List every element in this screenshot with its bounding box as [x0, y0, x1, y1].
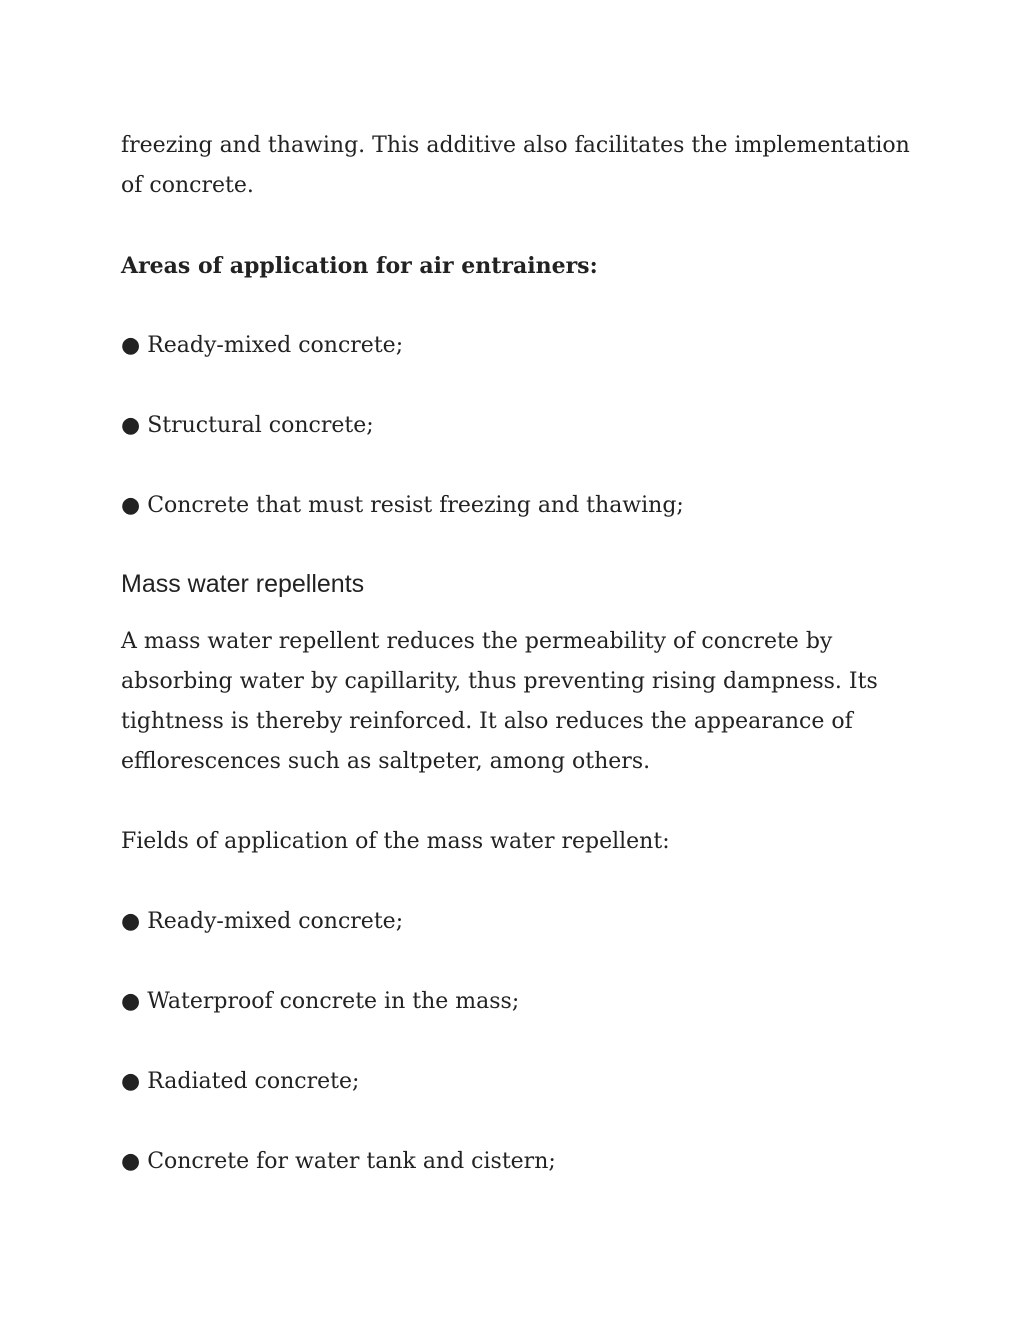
list-item: ● Concrete for water tank and cistern;: [121, 1149, 556, 1174]
air-entrainers-list: [121, 326, 911, 526]
fields-of-application-heading: Fields of application of the mass water repellent:: [121, 829, 670, 854]
list-item: ● Concrete that must resist freezing and thawing;: [121, 493, 684, 518]
intro-paragraph: freezing and thawing. This additive also facilitates the implementation of concrete.: [121, 133, 910, 198]
mass-water-repellents-paragraph: A mass water repellent reduces the permeability of concrete by absorbing water by capillarity, thus preventing rising dampness. Its tightness is thereby reinforced. It also reduces the appearance of efflorescences such as saltpeter, among others.: [121, 629, 878, 774]
list-item: ● Radiated concrete;: [121, 1069, 360, 1094]
list-item: ● Ready-mixed concrete;: [121, 909, 404, 934]
air-entrainers-heading: Areas of application for air entrainers:: [121, 253, 598, 279]
list-item: ● Structural concrete;: [121, 413, 374, 438]
mass-water-repellents-list: [121, 902, 911, 1182]
list-item: ● Ready-mixed concrete;: [121, 333, 404, 358]
document-page: [121, 126, 911, 1182]
mass-water-repellents-title: Mass water repellents: [121, 570, 365, 598]
list-item: ● Waterproof concrete in the mass;: [121, 989, 520, 1014]
